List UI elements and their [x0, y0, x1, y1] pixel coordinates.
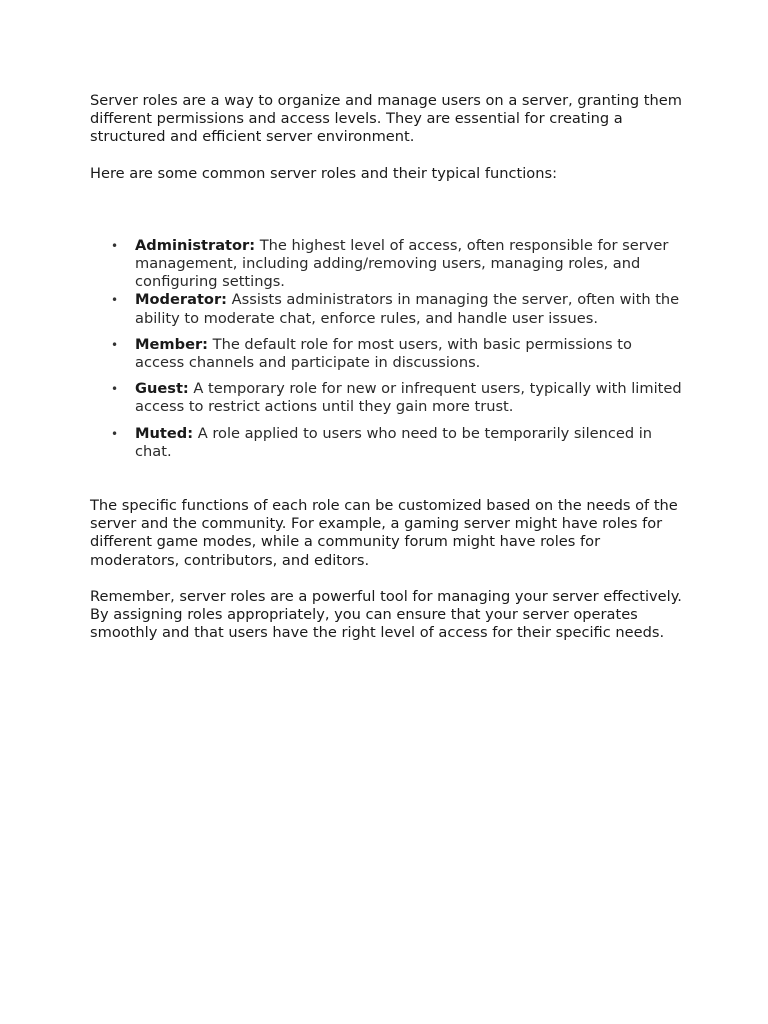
list-item: [90, 425, 685, 461]
role-description: The highest level of access, often responsible for server management, including adding/removing users, managing roles, and configuring settings.: [135, 236, 669, 291]
conclusion-paragraph: Remember, server roles are a powerful tool for managing your server effectively. By assigning roles appropriately, you can ensure that your server operates smoothly and that users have the right level of access for their specific needs.: [90, 587, 682, 642]
customization-paragraph: The specific functions of each role can be customized based on the needs of the server and the community. For example, a gaming server might have roles for different game modes, while a community forum might have roles for moderators, contributors, and editors.: [90, 497, 678, 569]
role-name: Guest:: [135, 380, 189, 398]
role-description: Assists administrators in managing the server, often with the ability to moderate chat, enforce rules, and handle user issues.: [135, 291, 680, 327]
list-item: [90, 237, 685, 292]
role-description: A temporary role for new or infrequent users, typically with limited access to restrict actions until they gain more trust.: [135, 380, 682, 416]
role-name: Administrator:: [135, 236, 256, 254]
bullet-icon: •: [111, 293, 119, 308]
role-name: Muted:: [135, 424, 194, 442]
bullet-icon: •: [111, 337, 119, 352]
bullet-icon: •: [111, 426, 119, 441]
role-list: [90, 237, 690, 461]
list-item: [90, 336, 685, 372]
role-description: A role applied to users who need to be temporarily silenced in chat.: [135, 424, 653, 460]
intro-paragraph: Server roles are a way to organize and manage users on a server, granting them different permissions and access levels. They are essential for creating a structured and efficient server environment.: [90, 92, 682, 146]
lead-in-paragraph: Here are some common server roles and their typical functions:: [90, 164, 557, 182]
list-item: [90, 380, 685, 416]
role-name: Moderator:: [135, 291, 227, 309]
bullet-icon: •: [111, 238, 119, 253]
document-page: [90, 92, 690, 642]
role-name: Member:: [135, 335, 209, 353]
list-item: [90, 291, 685, 327]
bullet-icon: •: [111, 382, 119, 397]
role-description: The default role for most users, with basic permissions to access channels and participate in discussions.: [135, 335, 632, 372]
